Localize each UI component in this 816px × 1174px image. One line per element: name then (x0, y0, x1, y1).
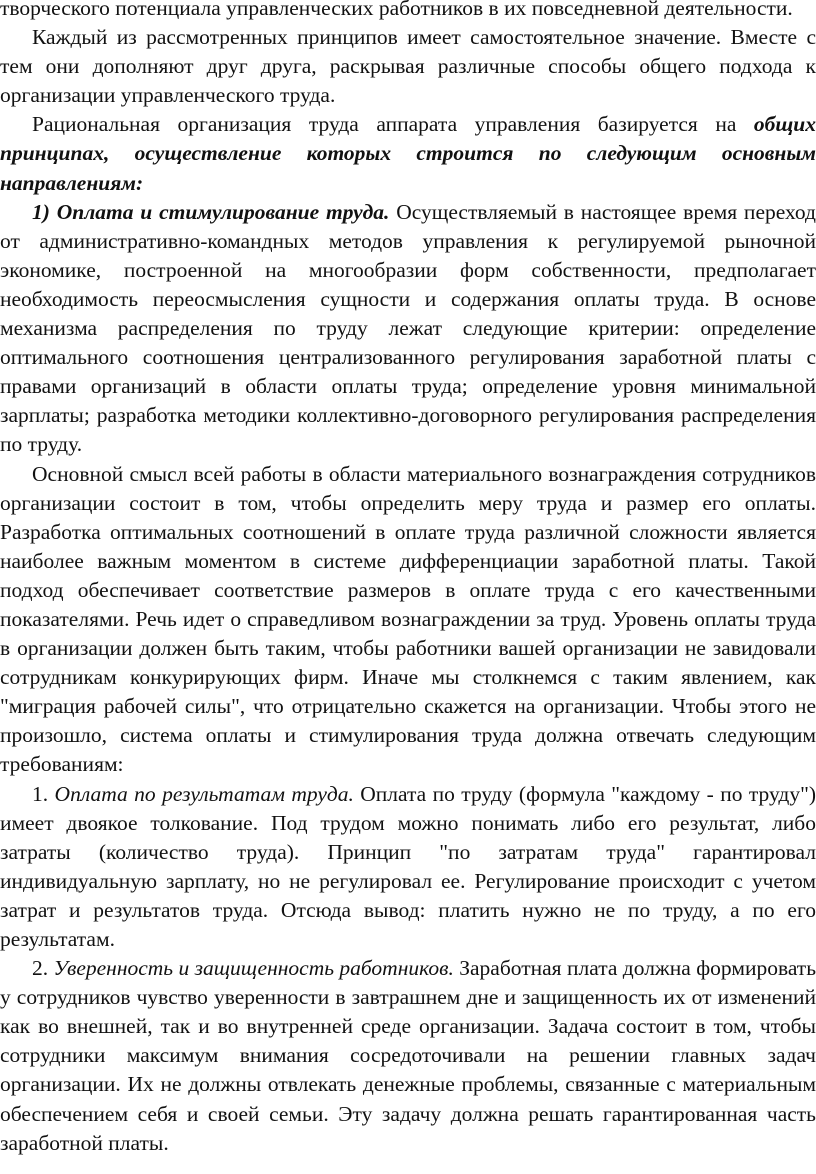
paragraph-2 (0, 23, 816, 110)
list-number-1: 1. (32, 781, 55, 806)
section-heading-payment: 1) Оплата и стимулирование труда. (32, 199, 390, 224)
list-item-2-title: Уверенность и защищенность работников. (53, 956, 454, 981)
paragraph-4-text: Осуществляемый в настоящее время переход от административно-командных методов управления к регулируемой рыночной экономике, построенной на многообразии форм собственности, предполагает необходимость переосмысления сущности и содержания оплаты труда. В основе механизма распределения по труду лежат следующие критерии: определение оптимального соотношения централизованного регулирования заработной платы с правами организаций в области оплаты труда; определение уровня минимальной зарплаты; разработка методики коллективно-договорного регулирования распределения по труду. (0, 199, 816, 457)
paragraph-5 (0, 460, 816, 780)
list-item-2-text: Заработная плата должна формировать у сотрудников чувство уверенности в завтрашнем дне и защищенность их от изменений как во внешней, так и во внутренней среде организации. Задача состоит в том, чтобы сотрудники максимум внимания сосредоточивали на решении главных задач организации. Их не должны отвлекать денежные проблемы, связанные с материальным обеспечением себя и своей семьи. Эту задачу должна решать гарантированная часть заработной платы. (0, 956, 816, 1155)
list-number-2: 2. (32, 956, 54, 981)
paragraph-7 (0, 954, 816, 1158)
paragraph-3-emphasis: общих принципах, осуществление которых строится по следующим основным направлениям: (0, 112, 816, 195)
paragraph-3-text: Рациональная организация труда аппарата управления базируется на (32, 112, 754, 137)
list-item-1-text: Оплата по труду (формула "каждому - по труду") имеет двоякое толкование. Под трудом можно понимать либо его результат, либо затраты (количество труда). Принцип "по затратам труда" гарантировал индивидуальную зарплату, но не регулировал ее. Регулирование происходит с учетом затрат и результатов труда. Отсюда вывод: платить нужно не по труду, а по его результатам. (0, 781, 816, 951)
paragraph-1 (0, 0, 816, 23)
paragraph-4 (0, 198, 816, 460)
paragraph-1-text: творческого потенциала управленческих работников в их повседневной деятельности. (0, 0, 793, 20)
paragraph-2-text: Каждый из рассмотренных принципов имеет самостоятельное значение. Вместе с тем они дополняют друг друга, раскрывая различные способы общего подхода к организации управленческого труда. (0, 25, 816, 108)
paragraph-3 (0, 110, 816, 197)
list-item-1-title: Оплата по результатам труда. (54, 781, 354, 806)
paragraph-5-text: Основной смысл всей работы в области материального вознаграждения сотрудников организации состоит в том, чтобы определить меру труда и размер его оплаты. Разработка оптимальных соотношений в оплате труда различной сложности является наиболее важным моментом в системе дифференциации заработной платы. Такой подход обеспечивает соответствие размеров в оплате труда с его качественными показателями. Речь идет о справедливом вознаграждении за труд. Уровень оплаты труда в организации должен быть таким, чтобы работники вашей организации не завидовали сотрудникам конкурирующих фирм. Иначе мы столкнемся с таким явлением, как "миграция рабочей силы", что отрицательно скажется на организации. Чтобы этого не произошло, система оплаты и стимулирования труда должна отвечать следующим требованиям: (0, 461, 816, 777)
paragraph-6 (0, 780, 816, 955)
